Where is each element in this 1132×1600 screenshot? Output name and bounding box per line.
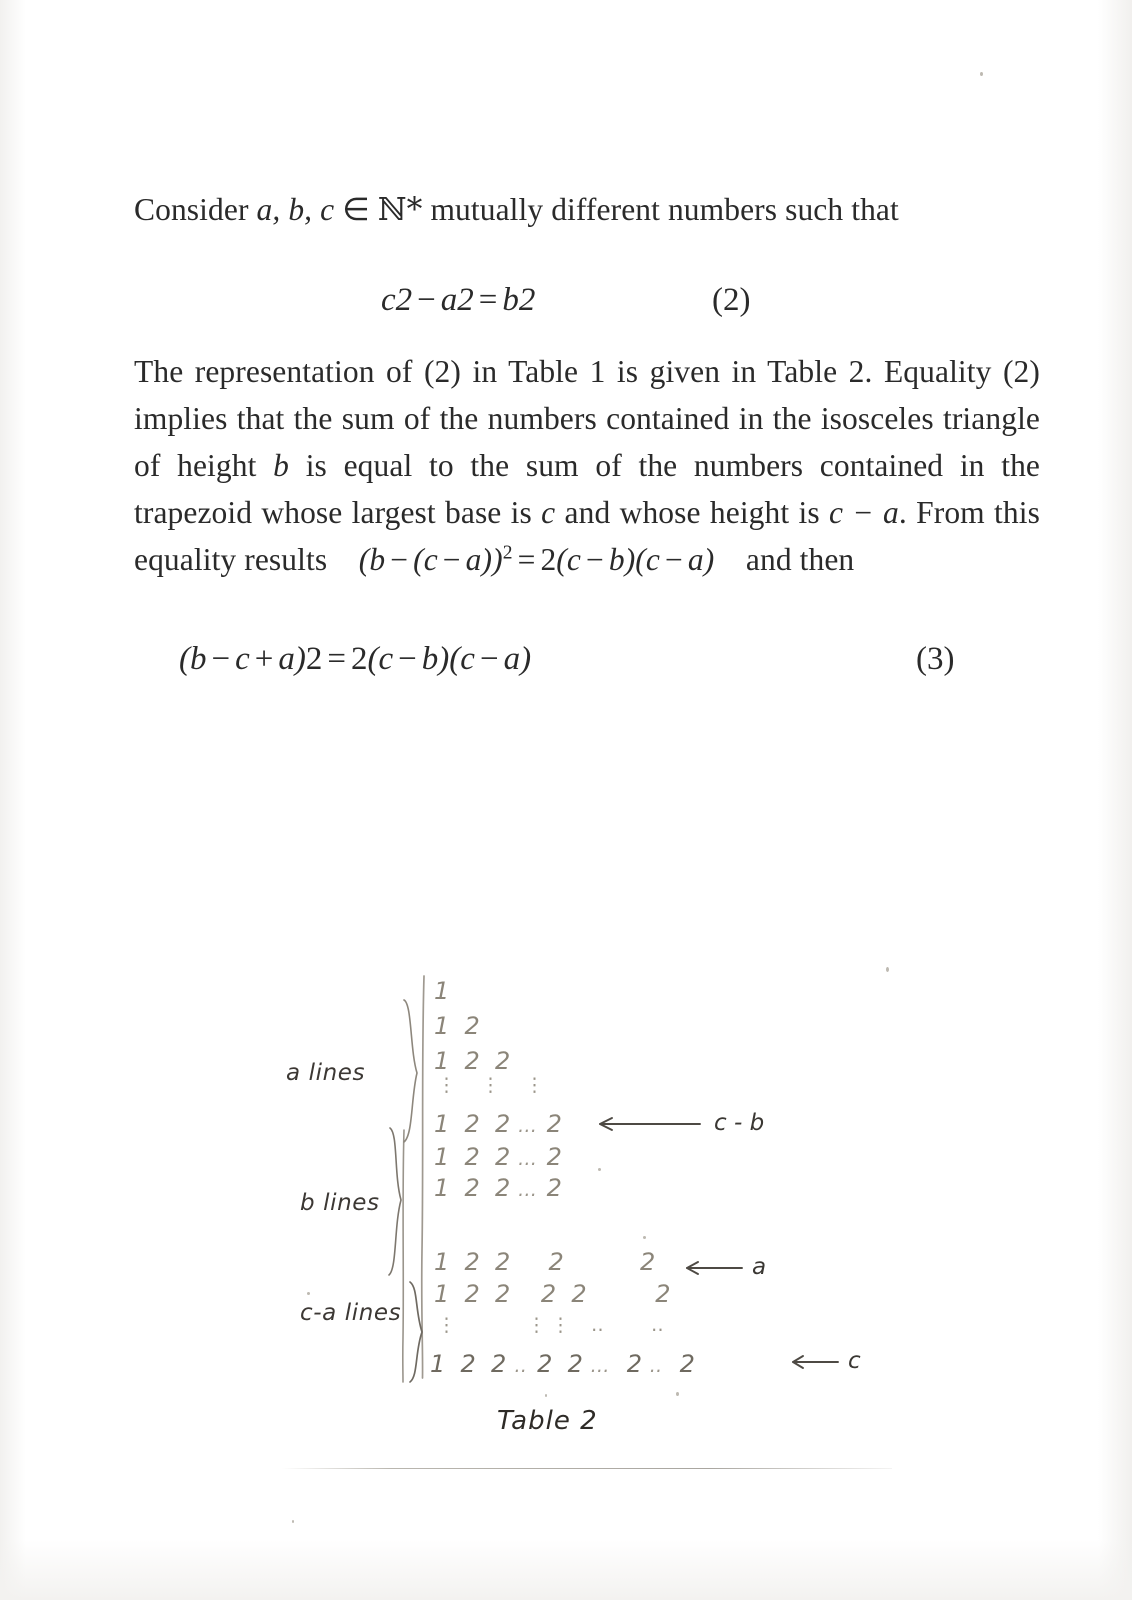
row-ellipsis: …	[517, 1115, 539, 1137]
paragraph-2-inline-equation: $(b - (c - a))^2 = 2(c - b)(c - a)$	[358, 542, 715, 577]
arrow-label-a: a	[752, 1254, 767, 1280]
equation-3-lhs-open: (b	[179, 641, 207, 677]
grid-row: 1 2 2 … 2	[434, 1174, 562, 1202]
equation-2-container	[134, 240, 1040, 348]
variables-a-b-c: a, b, c	[256, 192, 335, 227]
paragraph-2-var-c: c	[541, 495, 556, 530]
equation-2-b: b	[502, 282, 519, 318]
row-ellipsis: …	[517, 1148, 539, 1170]
natural-numbers-star-symbol: ℕ*	[377, 192, 423, 228]
equation-3-minus-2: −	[398, 641, 417, 677]
vdots-col-5: ‥	[651, 1314, 664, 1336]
row-ellipsis: …	[517, 1179, 539, 1201]
arrow-label-c-minus-b: c - b	[714, 1110, 765, 1136]
grid-row: 1 2 2 … 2	[434, 1143, 562, 1171]
grid-row: 1 2 2 ‥ 2 2 … 2 ‥ 2	[430, 1350, 695, 1378]
equation-3-number: (3)	[916, 641, 955, 677]
brace-label-c-minus-a-lines: c-a lines	[300, 1300, 402, 1326]
paragraph-2-s2: is equal to the sum of the numbers contained in the trapezoid whose largest base is	[134, 448, 1040, 530]
equation-3-a: a)	[278, 641, 306, 677]
equation-3-factor-1-close: b)	[421, 641, 450, 677]
vdots-col-3: ⋮	[525, 1074, 544, 1096]
paragraph-2-s4: . From this equality results	[134, 495, 1040, 577]
equation-3-factor-1-open: (c	[367, 641, 394, 677]
equation-3-c: c	[235, 641, 250, 677]
equation-2-minus: −	[417, 282, 436, 318]
equation-2-equals: =	[478, 282, 498, 318]
arrow-label-c: c	[848, 1348, 861, 1374]
paragraph-1-lead: Consider	[134, 192, 257, 227]
vdots-col-2: ⋮	[481, 1074, 500, 1096]
grid-row: 1 2	[434, 1012, 480, 1040]
paragraph-2-expr-c-minus-a: c − a	[829, 495, 899, 530]
paragraph-2-s1: The representation of (2) in Table 1 is given in Table 2. Equality (2) implies that the sum of the numbers contained in the isosceles triangle of height	[134, 354, 1040, 483]
equation-3-body: (b − c + a) 2 = 2 (c − b) (c − a)	[179, 641, 532, 677]
equation-3-equals: =	[327, 641, 347, 677]
paragraph-consider	[134, 186, 1040, 234]
brace-label-b-lines: b lines	[300, 1190, 380, 1216]
figure-caption: Table 2	[497, 1406, 598, 1436]
vdots-col-1: ⋮	[437, 1074, 456, 1096]
vdots-col-4: ‥	[591, 1314, 604, 1336]
equation-3-container	[134, 583, 1040, 693]
equation-2-a: a	[440, 282, 458, 318]
paragraph-2-s3: and whose height is	[555, 495, 829, 530]
row-ellipsis: ‥	[506, 1355, 538, 1377]
vdots-col-2: ⋮	[527, 1314, 546, 1336]
grid-row: 1 2 2	[434, 1047, 511, 1075]
equation-3-factor-2-close: a)	[503, 641, 532, 677]
equation-2-body: c 2 − a 2 = b 2	[381, 282, 536, 318]
equation-2-number: (2)	[712, 282, 751, 318]
row-ellipsis: ‥	[649, 1355, 665, 1377]
vdots-col-1: ⋮	[437, 1314, 456, 1336]
equation-3-minus-3: −	[479, 641, 499, 677]
brace-label-a-lines: a lines	[286, 1060, 366, 1086]
paragraph-2-var-b: b	[273, 448, 290, 483]
equation-3-factor-2-open: (c	[449, 641, 475, 677]
grid-row: 1 2 2 2 2	[434, 1248, 656, 1276]
paragraph-1-tail: mutually different numbers such that	[422, 192, 899, 227]
vdots-col-3: ⋮	[551, 1314, 570, 1336]
element-of-symbol: ∈	[334, 192, 378, 227]
grid-row: 1 2 2 … 2	[434, 1110, 562, 1138]
grid-row: 1	[434, 977, 450, 1005]
paragraph-2-s5: and then	[714, 542, 855, 577]
equation-2-c: c	[381, 282, 396, 318]
grid-row: 1 2 2 2 2 2	[434, 1280, 671, 1308]
equation-3-minus-1: −	[211, 641, 231, 677]
row-ellipsis: …	[590, 1355, 612, 1377]
equation-3-two: 2	[351, 641, 368, 677]
document-text-block	[134, 186, 1040, 693]
equation-3-plus: +	[254, 641, 274, 677]
paragraph-representation	[134, 348, 1040, 583]
